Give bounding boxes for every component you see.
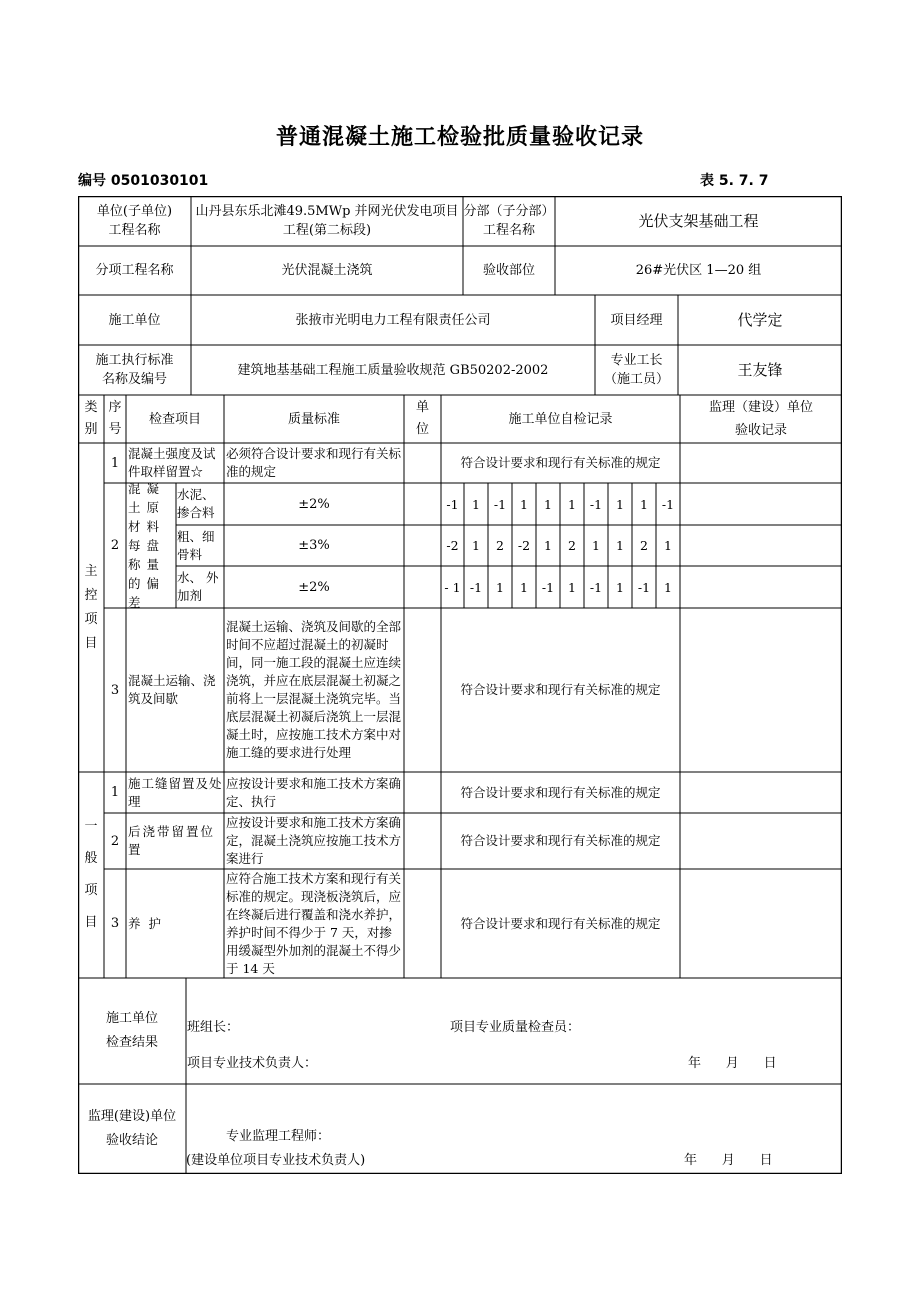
unit-value: 山丹县东乐北滩49.5MWp 并网光伏发电项目 工程(第二标段) bbox=[195, 204, 459, 238]
supervision-result-label: 监理(建设)单位 验收结论 bbox=[87, 1109, 177, 1148]
deviation-value: 1 bbox=[616, 538, 624, 553]
deviation-value: 1 bbox=[664, 538, 672, 553]
deviation-value: -1 bbox=[589, 579, 603, 595]
foreman-value: 王友锋 bbox=[737, 360, 783, 379]
deviation-value: 1 bbox=[616, 496, 624, 512]
deviation-value: 1 bbox=[520, 496, 528, 512]
gen-row2-result: 符合设计要求和现行有关标准的规定 bbox=[460, 833, 661, 848]
deviation-value: -2 bbox=[446, 538, 459, 553]
contractor-value: 张掖市光明电力工程有限责任公司 bbox=[295, 312, 491, 328]
deviation-value: 1 bbox=[544, 538, 552, 553]
deviation-value: -1 bbox=[493, 496, 507, 512]
pm-value: 代学定 bbox=[737, 310, 783, 329]
quality-inspector-label: 项目专业质量检查员： bbox=[450, 1019, 581, 1035]
deviation-value: 1 bbox=[592, 538, 600, 553]
mc-row2-sub2-standard: ±3% bbox=[298, 538, 330, 553]
main-control-label: 主 控 项 目 bbox=[84, 563, 98, 651]
gen-row2-standard: 应按设计要求和施工技术方案确定，混凝土浇筑应按施工技术方案进行 bbox=[226, 815, 402, 866]
mc-row2-sub1-standard: ±2% bbox=[298, 496, 330, 512]
deviation-value: 1 bbox=[664, 579, 672, 595]
division-label: 分部（子分部） 工程名称 bbox=[463, 204, 555, 238]
general-label: 一 般 项 目 bbox=[84, 819, 98, 930]
deviation-value: 1 bbox=[472, 538, 480, 553]
deviation-value: 1 bbox=[544, 496, 552, 512]
deviation-value: 1 bbox=[496, 579, 504, 595]
deviation-value: 1 bbox=[520, 579, 528, 595]
mc-row2-sub3-name: 水、 外加剂 bbox=[177, 570, 219, 603]
subitem-value: 光伏混凝土浇筑 bbox=[281, 263, 373, 278]
gen-row1-standard: 应按设计要求和施工技术方案确定、执行 bbox=[226, 775, 402, 809]
owner-tech-label: (建设单位项目专业技术负责人) bbox=[186, 1152, 366, 1168]
col-supervision: 监理（建设）单位 验收记录 bbox=[708, 400, 813, 438]
deviation-value: -1 bbox=[637, 579, 651, 595]
supervisor-label: 专业监理工程师： bbox=[226, 1128, 331, 1144]
foreman-label: 专业工长 （施工员） bbox=[603, 353, 669, 387]
deviation-value: -1 bbox=[541, 579, 555, 595]
page-title: 普通混凝土施工检验批质量验收记录 bbox=[275, 125, 644, 150]
gen-row3-item: 养 护 bbox=[128, 915, 161, 931]
gen-row1-result: 符合设计要求和现行有关标准的规定 bbox=[460, 784, 661, 800]
deviation-value: 1 bbox=[640, 496, 648, 512]
inspect-part-value: 26#光伏区 1—20 组 bbox=[635, 263, 762, 278]
mc-row2-sub3-standard: ±2% bbox=[298, 579, 330, 595]
deviation-value: 1 bbox=[568, 496, 576, 512]
contractor-label: 施工单位 bbox=[108, 312, 161, 328]
col-category: 类 别 bbox=[84, 400, 98, 437]
deviation-value: -1 bbox=[446, 496, 459, 512]
tech-lead-label: 项目专业技术负责人： bbox=[187, 1055, 318, 1071]
mc-row2-sub2-name: 粗、细骨料 bbox=[177, 528, 215, 562]
mc-row1-item: 混凝土强度及试件取样留置☆ bbox=[128, 446, 216, 479]
col-self-check: 施工单位自检记录 bbox=[508, 411, 613, 427]
deviation-value: -1 bbox=[589, 496, 603, 512]
mc-row1-result: 符合设计要求和现行有关标准的规定 bbox=[460, 455, 661, 470]
team-leader-label: 班组长： bbox=[187, 1019, 240, 1035]
deviation-value: 2 bbox=[496, 538, 504, 553]
gen-row3-seq: 3 bbox=[110, 916, 120, 931]
gen-row3-result: 符合设计要求和现行有关标准的规定 bbox=[460, 915, 661, 931]
gen-row2-item: 后浇带留置位置 bbox=[128, 824, 216, 857]
deviation-value: 2 bbox=[568, 538, 576, 553]
division-value: 光伏支架基础工程 bbox=[638, 211, 759, 230]
deviation-value: 1 bbox=[568, 579, 576, 595]
date-2: 年 月 日 bbox=[684, 1152, 773, 1168]
inspect-part-label: 验收部位 bbox=[482, 263, 535, 278]
subitem-label: 分项工程名称 bbox=[95, 263, 174, 278]
col-seq: 序 号 bbox=[108, 400, 122, 437]
mc-row2-sub1-name: 水泥、掺合料 bbox=[177, 487, 215, 520]
inspection-table bbox=[78, 196, 842, 1174]
record-code: 编号 0501030101 bbox=[78, 173, 209, 189]
table-reference: 表 5. 7. 7 bbox=[700, 173, 769, 189]
deviation-value: -1 bbox=[469, 579, 483, 595]
unit-label: 单位(子单位) 工程名称 bbox=[96, 204, 173, 238]
deviation-value: - 1 bbox=[444, 579, 461, 595]
gen-row1-seq: 1 bbox=[110, 785, 120, 800]
gen-row3-standard: 应符合施工技术方案和现行有关标准的规定。现浇板浇筑后，应在终凝后进行覆盖和浇水养护，养护时间不得少于 7 天，对掺用缓凝型外加剂的混凝土不得少于 14 天 bbox=[226, 870, 402, 976]
mc-row3-result: 符合设计要求和现行有关标准的规定 bbox=[460, 682, 661, 697]
deviation-value: 2 bbox=[640, 538, 648, 553]
mc-row1-standard: 必须符合设计要求和现行有关标准的规定 bbox=[226, 446, 402, 479]
col-standard: 质量标准 bbox=[287, 411, 340, 427]
col-item: 检查项目 bbox=[148, 411, 201, 427]
contractor-result-label: 施工单位 检查结果 bbox=[105, 1011, 158, 1050]
deviation-value: -2 bbox=[517, 538, 531, 553]
date-1: 年 月 日 bbox=[688, 1055, 777, 1071]
col-unit: 单 位 bbox=[415, 400, 429, 437]
gen-row2-seq: 2 bbox=[110, 833, 120, 849]
deviation-value: -1 bbox=[661, 496, 675, 512]
gen-row1-item: 施工缝留置及处理 bbox=[128, 775, 223, 809]
deviation-value: 1 bbox=[616, 579, 624, 595]
mc-row2-seq: 2 bbox=[110, 538, 120, 553]
mc-row1-seq: 1 bbox=[110, 455, 120, 471]
standard-value: 建筑地基基础工程施工质量验收规范 GB50202-2002 bbox=[237, 362, 549, 378]
pm-label: 项目经理 bbox=[610, 312, 663, 328]
mc-row3-standard: 混凝土运输、浇筑及间歇的全部时间不应超过混凝土的初凝时间，同一施工段的混凝土应连续浇筑，并应在底层混凝土初凝之前将上一层混凝土浇筑完毕。当底层混凝土初凝后浇筑上一层混凝土时，应按施工技术方案中对施工缝的要求进行处理 bbox=[226, 619, 402, 760]
standard-label: 施工执行标准 名称及编号 bbox=[95, 353, 174, 387]
deviation-value: 1 bbox=[472, 496, 480, 512]
mc-row3-seq: 3 bbox=[110, 682, 120, 698]
mc-row3-item: 混凝土运输、浇筑及间歇 bbox=[128, 673, 216, 706]
mc-row2-item: 混 凝 土 原 材 料 每 盘 称 量 的 偏 差 bbox=[128, 481, 160, 610]
